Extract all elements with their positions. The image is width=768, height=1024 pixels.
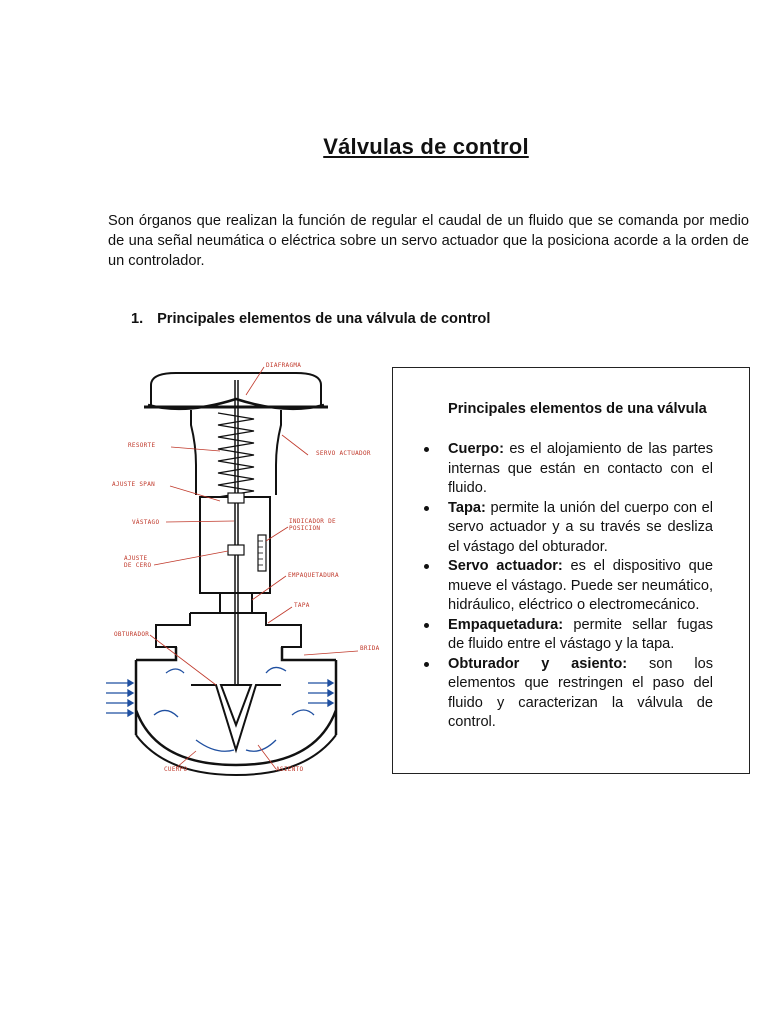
label-ajuste-cero-2: DE CERO (124, 562, 152, 569)
bullet-icon (424, 623, 429, 628)
label-empaquetadura: EMPAQUETADURA (288, 572, 339, 579)
item-text: es el alojamiento de las partes internas que están en contacto con el fluido. (448, 441, 713, 496)
section-title: Principales elementos de una válvula de control (157, 311, 491, 327)
item-text: es el dispositivo que mueve el vástago. Puede ser neumático, hidráulico, eléctrico o electromecánico. (448, 558, 713, 613)
elements-list (421, 440, 713, 733)
label-indicador-1: INDICADOR DE (289, 518, 336, 525)
section-heading (131, 311, 490, 327)
item-text: permite sellar fugas de fluido entre el vástago y la tapa. (448, 616, 713, 652)
label-asiento: ASIENTO (276, 766, 304, 773)
spring (218, 413, 254, 497)
label-vastago: VÁSTAGO (132, 519, 160, 526)
label-resorte: RESORTE (128, 442, 156, 449)
label-ajuste-span: AJUSTE SPAN (112, 481, 156, 488)
item-term: Empaquetadura: (448, 616, 564, 633)
list-item (421, 616, 713, 655)
label-brida: BRIDA (360, 645, 380, 652)
list-item (421, 499, 713, 558)
valve-diagram (96, 355, 386, 780)
label-obturador: OBTURADOR (114, 631, 150, 638)
bullet-icon (424, 506, 429, 511)
elements-box (392, 367, 750, 774)
packing (220, 593, 252, 613)
label-ajuste-cero-1: AJUSTE (124, 555, 148, 562)
label-diafragma: DIAFRAGMA (266, 362, 302, 369)
diaphragm-housing (151, 373, 321, 407)
label-servo-actuador: SERVO ACTUADOR (316, 450, 371, 457)
bullet-icon (424, 447, 429, 452)
section-number: 1. (131, 311, 144, 327)
item-term: Tapa: (448, 499, 486, 516)
item-term: Servo actuador: (448, 558, 563, 574)
box-title: Principales elementos de una válvula (448, 401, 707, 417)
list-item (421, 440, 713, 499)
bonnet (156, 613, 301, 659)
item-term: Cuerpo: (448, 441, 504, 457)
intro-paragraph: Son órganos que realizan la función de regular el caudal de un fluido que se comanda por medio de una señal neumática o eléctrica sobre un servo actuador que la posiciona acorde a la orden de un controlador. (108, 213, 749, 269)
item-text: permite la unión del cuerpo con el servo actuador y a su través se desliza el vástago del obturador. (448, 499, 713, 555)
page-title: Válvulas de control (323, 134, 529, 159)
label-tapa: TAPA (294, 602, 310, 609)
bullet-icon (424, 564, 429, 569)
bullet-icon (424, 662, 429, 667)
item-text: son los elementos que restringen el paso del fluido y caracterizan la válvula de control. (448, 655, 713, 730)
item-term: Obturador y asiento: (448, 655, 628, 672)
list-item (421, 655, 713, 733)
label-indicador-2: POSICION (289, 525, 321, 532)
list-item (421, 557, 713, 616)
label-cuerpo: CUERPO (164, 766, 188, 773)
